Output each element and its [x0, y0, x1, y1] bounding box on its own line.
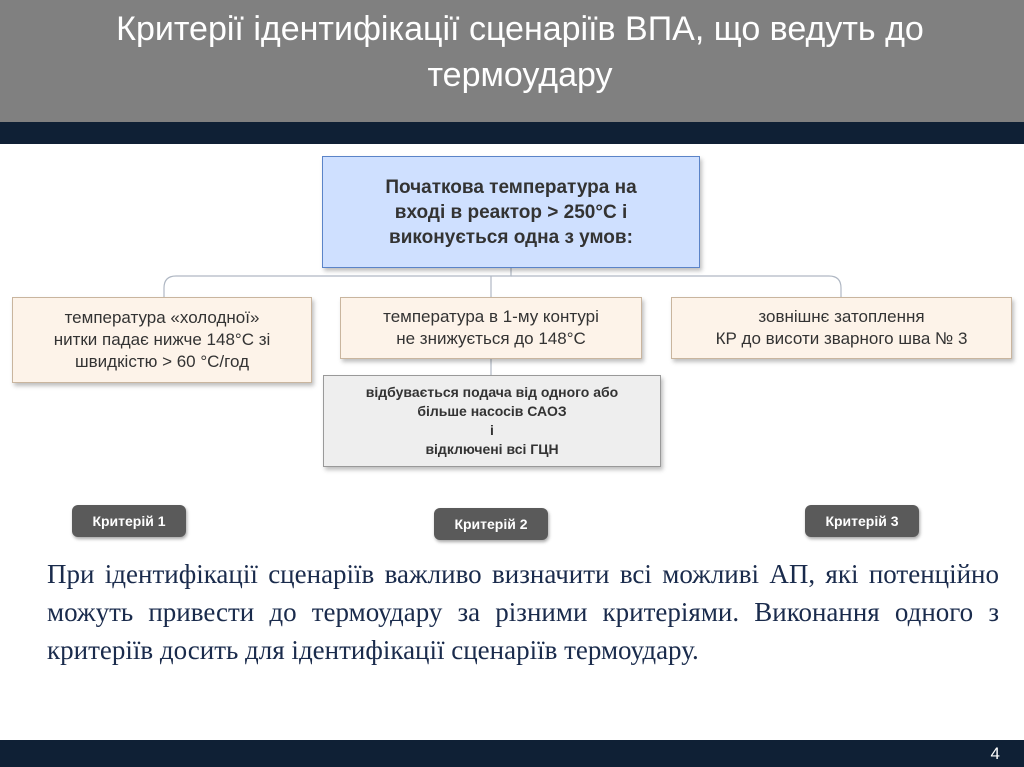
sub-condition-line: відбувається подача від одного або [365, 384, 619, 400]
slide-title: Критерії ідентифікації сценаріїв ВПА, що ведуть до термоудару [116, 10, 924, 94]
criterion-1-line: температура «холодної» [64, 308, 260, 327]
criterion-1-line: швидкістю > 60 °С/год [75, 352, 249, 371]
sub-condition-line: відключені всі ГЦН [425, 441, 559, 457]
sub-condition-box [323, 375, 661, 467]
root-line: вході в реактор > 250°С і [394, 201, 628, 223]
footer-band [0, 740, 1024, 767]
root-line: Початкова температура на [385, 176, 637, 198]
root-line: виконується одна з умов: [389, 226, 633, 248]
criterion-2-line: температура в 1-му контурі [383, 307, 599, 326]
sub-condition-line: більше насосів САОЗ [417, 403, 567, 419]
criterion-1-box [12, 297, 312, 383]
criterion-2-box [340, 297, 642, 359]
connector-to-criterion-3 [511, 276, 841, 297]
criterion-3-line: зовнішнє затоплення [758, 307, 925, 326]
sub-condition-line: і [490, 422, 494, 438]
criterion-1-line: нитки падає нижче 148°С зі [53, 330, 271, 349]
explanation-paragraph: При ідентифікації сценаріїв важливо визначити всі можливі АП, які потенційно можуть привести до термоудару за різними критеріями. Виконання одного з критеріїв досить для ідентифікації сценаріїв термоудару. [47, 559, 999, 665]
page-number: 4 [990, 744, 1000, 763]
criterion-3-label: Критерій 3 [805, 505, 919, 537]
root-condition-box [322, 156, 700, 268]
criterion-2-line: не знижується до 148°С [396, 329, 586, 348]
criterion-2-label: Критерій 2 [434, 508, 548, 540]
criterion-1-label: Критерій 1 [72, 505, 186, 537]
connector-to-criterion-1 [164, 268, 511, 297]
criterion-3-line: КР до висоти зварного шва № 3 [715, 329, 968, 348]
criterion-3-box [671, 297, 1012, 359]
